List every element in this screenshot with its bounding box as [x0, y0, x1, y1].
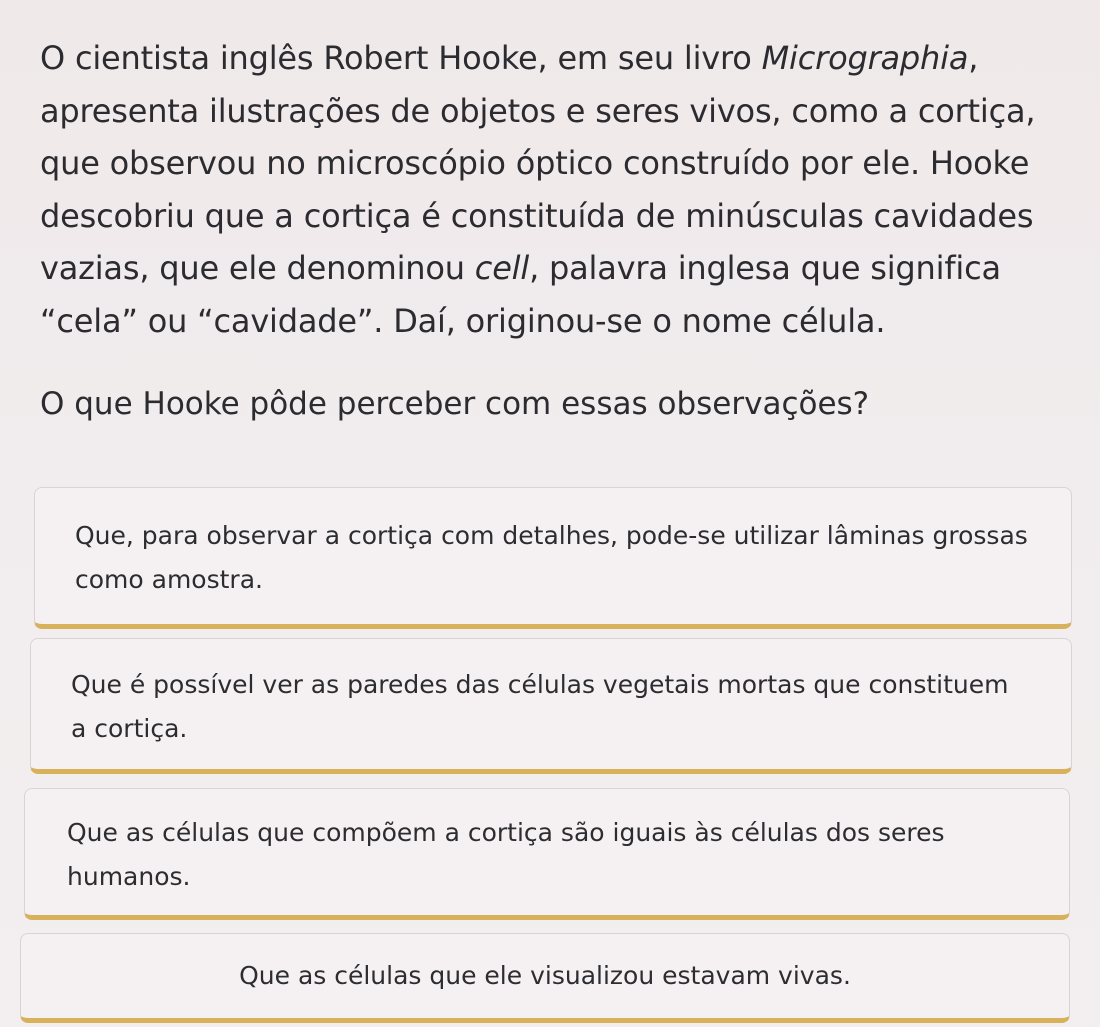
passage-text-before-title: O cientista inglês Robert Hooke, em seu livro	[40, 39, 762, 77]
passage-text-after-title: , apresenta ilustrações de objetos e seres vivos, como a cortiça, que observou no microscópio óptico construído por ele. Hooke descobriu que a cortiça é constituída de minúsculas cavidades vazias, que ele denominou	[40, 39, 1036, 287]
book-title: Micrographia	[761, 39, 969, 77]
question-text: O que Hooke pôde perceber com essas observações?	[40, 386, 870, 422]
answer-option-label: Que, para observar a cortiça com detalhes, pode-se utilizar lâminas grossas como amostra.	[75, 521, 1028, 594]
answer-option-label: Que as células que compõem a cortiça são iguais às células dos seres humanos.	[67, 818, 945, 891]
passage-text-after-term: , palavra inglesa que significa “cela” ou “cavidade”. Daí, originou-se o nome célula.	[40, 249, 1001, 340]
term-cell: cell	[474, 249, 530, 287]
answer-option-d[interactable]	[20, 933, 1070, 1023]
answer-option-b[interactable]	[30, 638, 1072, 774]
answer-option-a[interactable]	[34, 487, 1072, 629]
answer-option-label: Que as células que ele visualizou estavam vivas.	[239, 961, 851, 990]
answer-option-label: Que é possível ver as paredes das células vegetais mortas que constituem a cortiça.	[71, 670, 1009, 743]
answer-option-c[interactable]	[24, 788, 1070, 920]
